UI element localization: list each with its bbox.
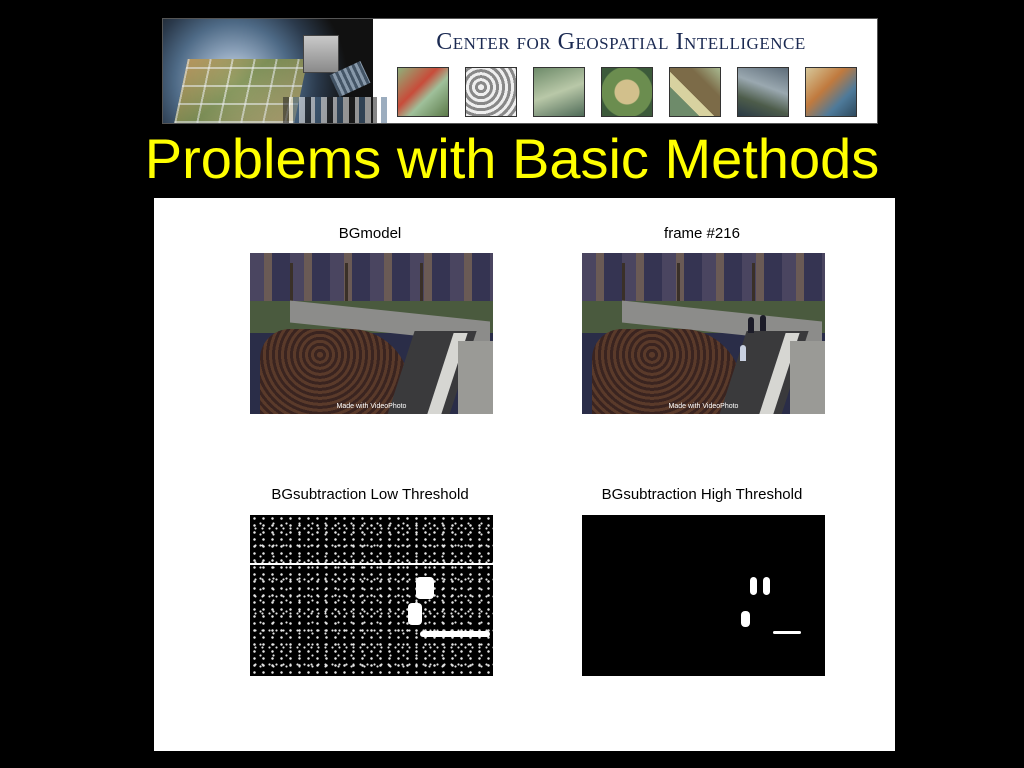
header-banner bbox=[162, 18, 878, 124]
coastline-thumbnail bbox=[805, 67, 857, 117]
panel-caption: BGsubtraction High Threshold bbox=[601, 486, 803, 503]
banner-thumbnails bbox=[397, 67, 857, 117]
pedestrian bbox=[740, 345, 746, 361]
pixel-mosaic-image bbox=[283, 97, 391, 123]
aerial-thumbnail bbox=[737, 67, 789, 117]
landscape-thumbnail bbox=[669, 67, 721, 117]
map-thumbnail bbox=[397, 67, 449, 117]
satellite-icon bbox=[303, 35, 339, 73]
pedestrian bbox=[748, 317, 754, 333]
contour-thumbnail bbox=[601, 67, 653, 117]
watermark-text: Made with VideoPhoto bbox=[336, 403, 407, 410]
high-threshold-mask-image bbox=[582, 515, 825, 676]
panel-caption: BGsubtraction Low Threshold bbox=[271, 486, 469, 503]
frame-image bbox=[582, 253, 825, 414]
figure-panel bbox=[154, 198, 895, 751]
pedestrian bbox=[760, 315, 766, 331]
panel-caption: BGmodel bbox=[338, 225, 402, 242]
panel-caption: frame #216 bbox=[664, 225, 740, 242]
banner-title: Center for Geospatial Intelligence bbox=[436, 29, 806, 55]
low-threshold-mask-image bbox=[250, 515, 493, 676]
slide-title: Problems with Basic Methods bbox=[144, 127, 880, 190]
terrain-thumbnail bbox=[465, 67, 517, 117]
elevation-thumbnail bbox=[533, 67, 585, 117]
bgmodel-image bbox=[250, 253, 493, 414]
watermark-text: Made with VideoPhoto bbox=[668, 403, 739, 410]
